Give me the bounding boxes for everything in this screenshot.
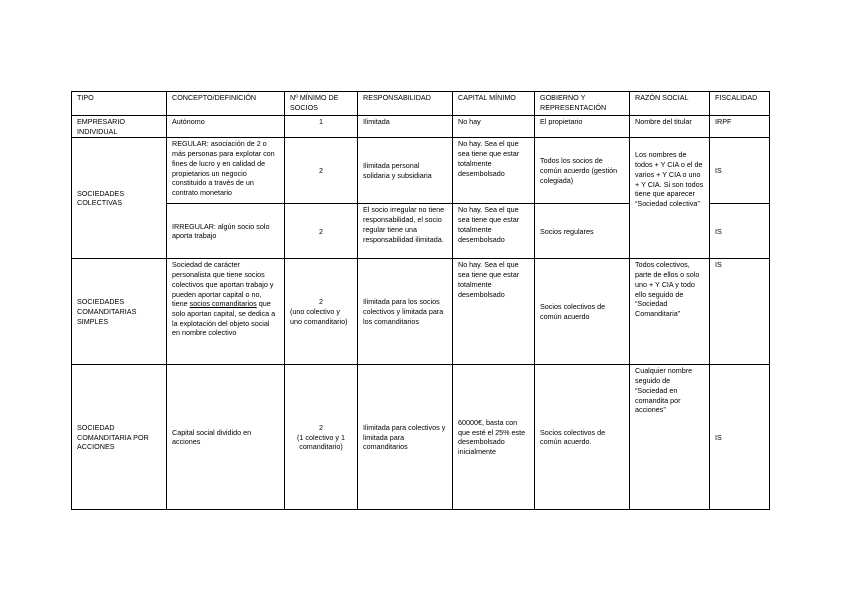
cell-razon-social: Los nombres de todos + Y CIA o el de varios + Y CIA o uno + Y CIA. Si son todos tiene que aparecer “Sociedad colectiva” [630,138,710,259]
cell-tipo: SOCIEDAD COMANDITARIA POR ACCIONES [72,365,167,510]
concepto-text-2: que solo aportan capital, se dedica a la explotación del objeto social en nombre colectivo [172,299,276,338]
concepto-text-1: Sociedad de carácter personalista que tiene socios colectivos que aportan trabajo y pueden aportar capital o no, tiene [172,260,274,309]
cell-socios: 2 [285,138,358,204]
cell-responsabilidad: El socio irregular no tiene responsabilidad, el socio regular tiene una responsabilidad ilimitada. [358,204,453,259]
socios-count: 2 [319,422,323,432]
cell-responsabilidad: Ilimitada para los socios colectivos y limitada para los comanditarios [358,259,453,365]
cell-socios: 2 [285,204,358,259]
cell-concepto: IRREGULAR: algún socio solo aporta trabajo [167,204,285,259]
cell-gobierno: Socios regulares [535,204,630,259]
socios-count: 2 [319,297,323,307]
cell-razon-social: Nombre del titular [630,116,710,138]
socios-detail: (1 colectivo y 1 comanditario) [297,432,345,452]
cell-concepto [167,259,285,365]
row-empresario-individual [72,116,770,138]
header-responsabilidad: RESPONSABILIDAD [358,92,453,116]
cell-socios [285,259,358,365]
header-tipo: TIPO [72,92,167,116]
cell-fiscalidad: IRPF [710,116,770,138]
cell-capital: No hay. Sea el que sea tiene que estar totalmente desembolsado [453,259,535,365]
cell-concepto: Capital social dividido en acciones [167,365,285,510]
socios-detail: (uno colectivo y uno comanditario) [290,307,348,326]
header-razon-social: RAZÓN SOCIAL [630,92,710,116]
company-types-table [71,91,770,510]
header-fiscalidad: FISCALIDAD [710,92,770,116]
cell-gobierno: El propietario [535,116,630,138]
cell-socios: 1 [285,116,358,138]
cell-capital: No hay. Sea el que sea tiene que estar totalmente desembolsado [453,204,535,259]
concepto-underlined-term: socios comanditarios [189,299,257,309]
row-comanditaria-por-acciones [72,365,770,510]
cell-razon-social: Cualquier nombre seguido de “Sociedad en comandita por acciones” [630,365,710,510]
header-socios: Nº MÍNIMO DE SOCIOS [285,92,358,116]
header-row [72,92,770,116]
row-comanditarias-simples [72,259,770,365]
cell-gobierno: Todos los socios de común acuerdo (gestión colegiada) [535,138,630,204]
cell-capital: 60000€, basta con que esté el 25% este desembolsado inicialmente [453,365,535,510]
cell-fiscalidad: IS [710,138,770,204]
cell-gobierno: Socios colectivos de común acuerdo [535,259,630,365]
cell-gobierno: Socios colectivos de común acuerdo. [535,365,630,510]
cell-tipo: SOCIEDADES COLECTIVAS [72,138,167,259]
cell-fiscalidad: IS [710,259,770,365]
header-capital: CAPITAL MÍNIMO [453,92,535,116]
cell-responsabilidad: Ilimitada [358,116,453,138]
cell-razon-social: Todos colectivos, parte de ellos o solo uno + Y CIA y todo ello seguido de “Sociedad Comanditaria” [630,259,710,365]
cell-responsabilidad: Ilimitada personal solidaria y subsidiaria [358,138,453,204]
header-concepto: CONCEPTO/DEFINICIÓN [167,92,285,116]
cell-capital: No hay [453,116,535,138]
cell-responsabilidad: Ilimitada para colectivos y limitada para comanditarios [358,365,453,510]
cell-fiscalidad: IS [710,204,770,259]
header-gobierno: GOBIERNO Y REPRESENTACIÓN [535,92,630,116]
cell-concepto: REGULAR: asociación de 2 o más personas para explotar con fines de lucro y en calidad de propietarios un negocio constituido a través de un contrato monetario [167,138,285,204]
cell-capital: No hay. Sea el que sea tiene que estar totalmente desembolsado [453,138,535,204]
cell-fiscalidad: IS [710,365,770,510]
cell-tipo: EMPRESARIO INDIVIDUAL [72,116,167,138]
cell-socios [285,365,358,510]
row-sociedades-colectivas-regular [72,138,770,204]
cell-concepto: Autónomo [167,116,285,138]
cell-tipo: SOCIEDADES COMANDITARIAS SIMPLES [72,259,167,365]
